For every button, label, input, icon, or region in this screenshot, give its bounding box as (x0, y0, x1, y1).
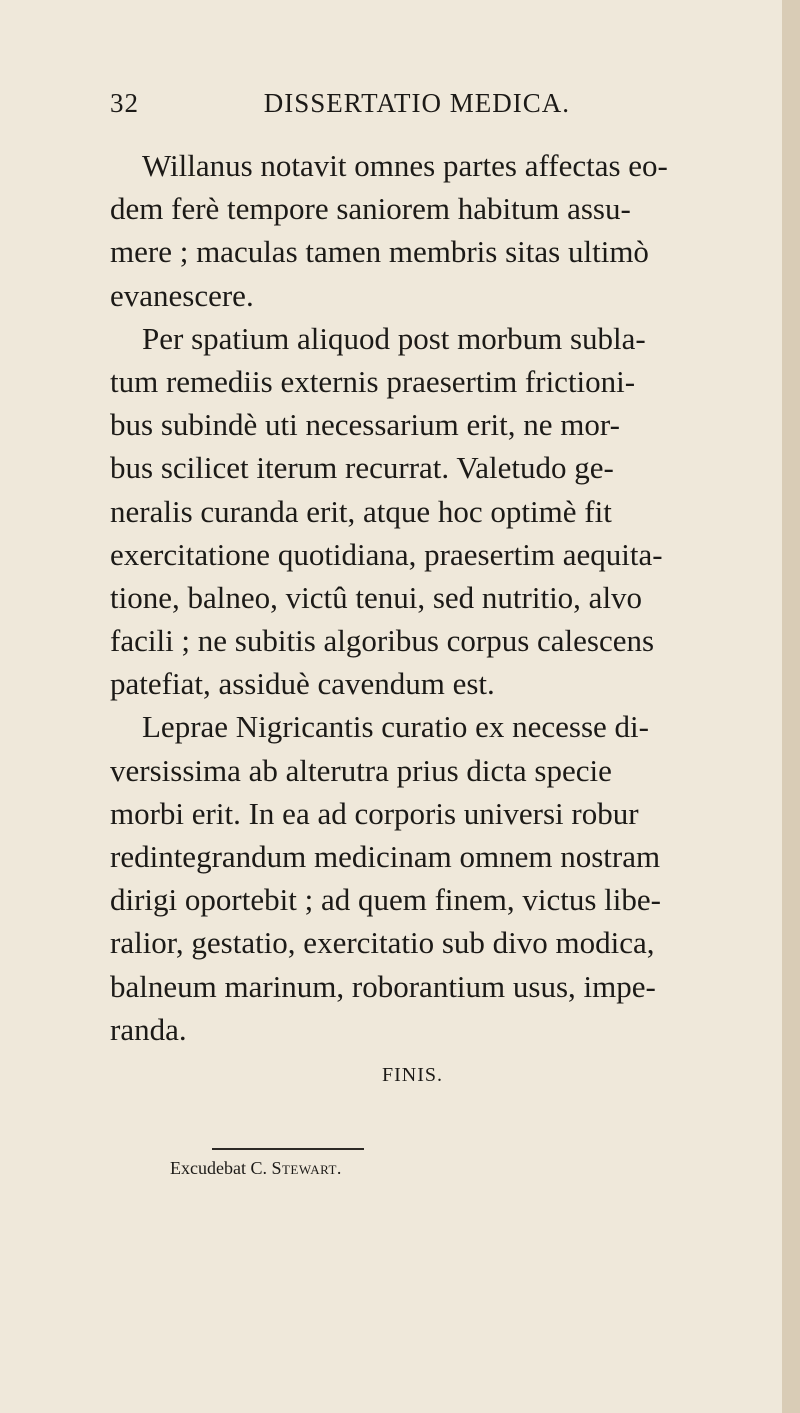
finis-label: FINIS. (382, 1064, 444, 1086)
text-line: facili ; ne subitis algoribus corpus calescens (110, 623, 655, 659)
text-line: dirigi oportebit ; ad quem finem, victus libe- (110, 882, 661, 918)
text-line: ralior, gestatio, exercitatio sub divo modica, (110, 925, 655, 961)
text-line: balneum marinum, roborantium usus, impe- (110, 968, 656, 1004)
text-line: morbi erit. In ea ad corporis universi robur (110, 795, 639, 831)
text-line: neralis curanda erit, atque hoc optimè fit (110, 493, 612, 529)
text-line: bus scilicet iterum recurrat. Valetudo ge- (110, 450, 614, 486)
text-line: randa. (110, 1011, 187, 1047)
text-line: evanescere. (110, 277, 254, 313)
imprint-rule (212, 1148, 364, 1150)
running-title: DISSERTATIO MEDICA. (263, 88, 570, 118)
running-head (110, 88, 650, 119)
body-text (110, 144, 708, 1051)
text-line: tum remediis externis praesertim frictioni- (110, 363, 636, 399)
text-line: versissima ab alterutra prius dicta specie (110, 752, 612, 788)
printer-prefix: Excudebat C. (170, 1158, 267, 1178)
text-line: bus subindè uti necessarium erit, ne mor- (110, 407, 620, 443)
text-line: redintegrandum medicinam omnem nostram (110, 839, 661, 874)
text-line: Willanus notavit omnes partes affectas eo- (142, 148, 668, 183)
text-line: Per spatium aliquod post morbum subla- (142, 320, 646, 356)
printer-imprint (170, 1158, 342, 1179)
page-number: 32 (110, 88, 139, 118)
text-line: exercitatione quotidiana, praesertim aequita- (110, 536, 663, 572)
text-line: patefiat, assiduè cavendum est. (110, 666, 495, 702)
text-line: Leprae Nigricantis curatio ex necesse di- (142, 709, 649, 745)
page-edge-shadow (782, 0, 800, 1413)
printer-name: Stewart. (271, 1158, 342, 1178)
text-line: tione, balneo, victû tenui, sed nutritio, alvo (110, 579, 643, 615)
text-line: mere ; maculas tamen membris sitas ultimò (110, 234, 649, 270)
text-line: dem ferè tempore saniorem habitum assu- (110, 191, 631, 227)
